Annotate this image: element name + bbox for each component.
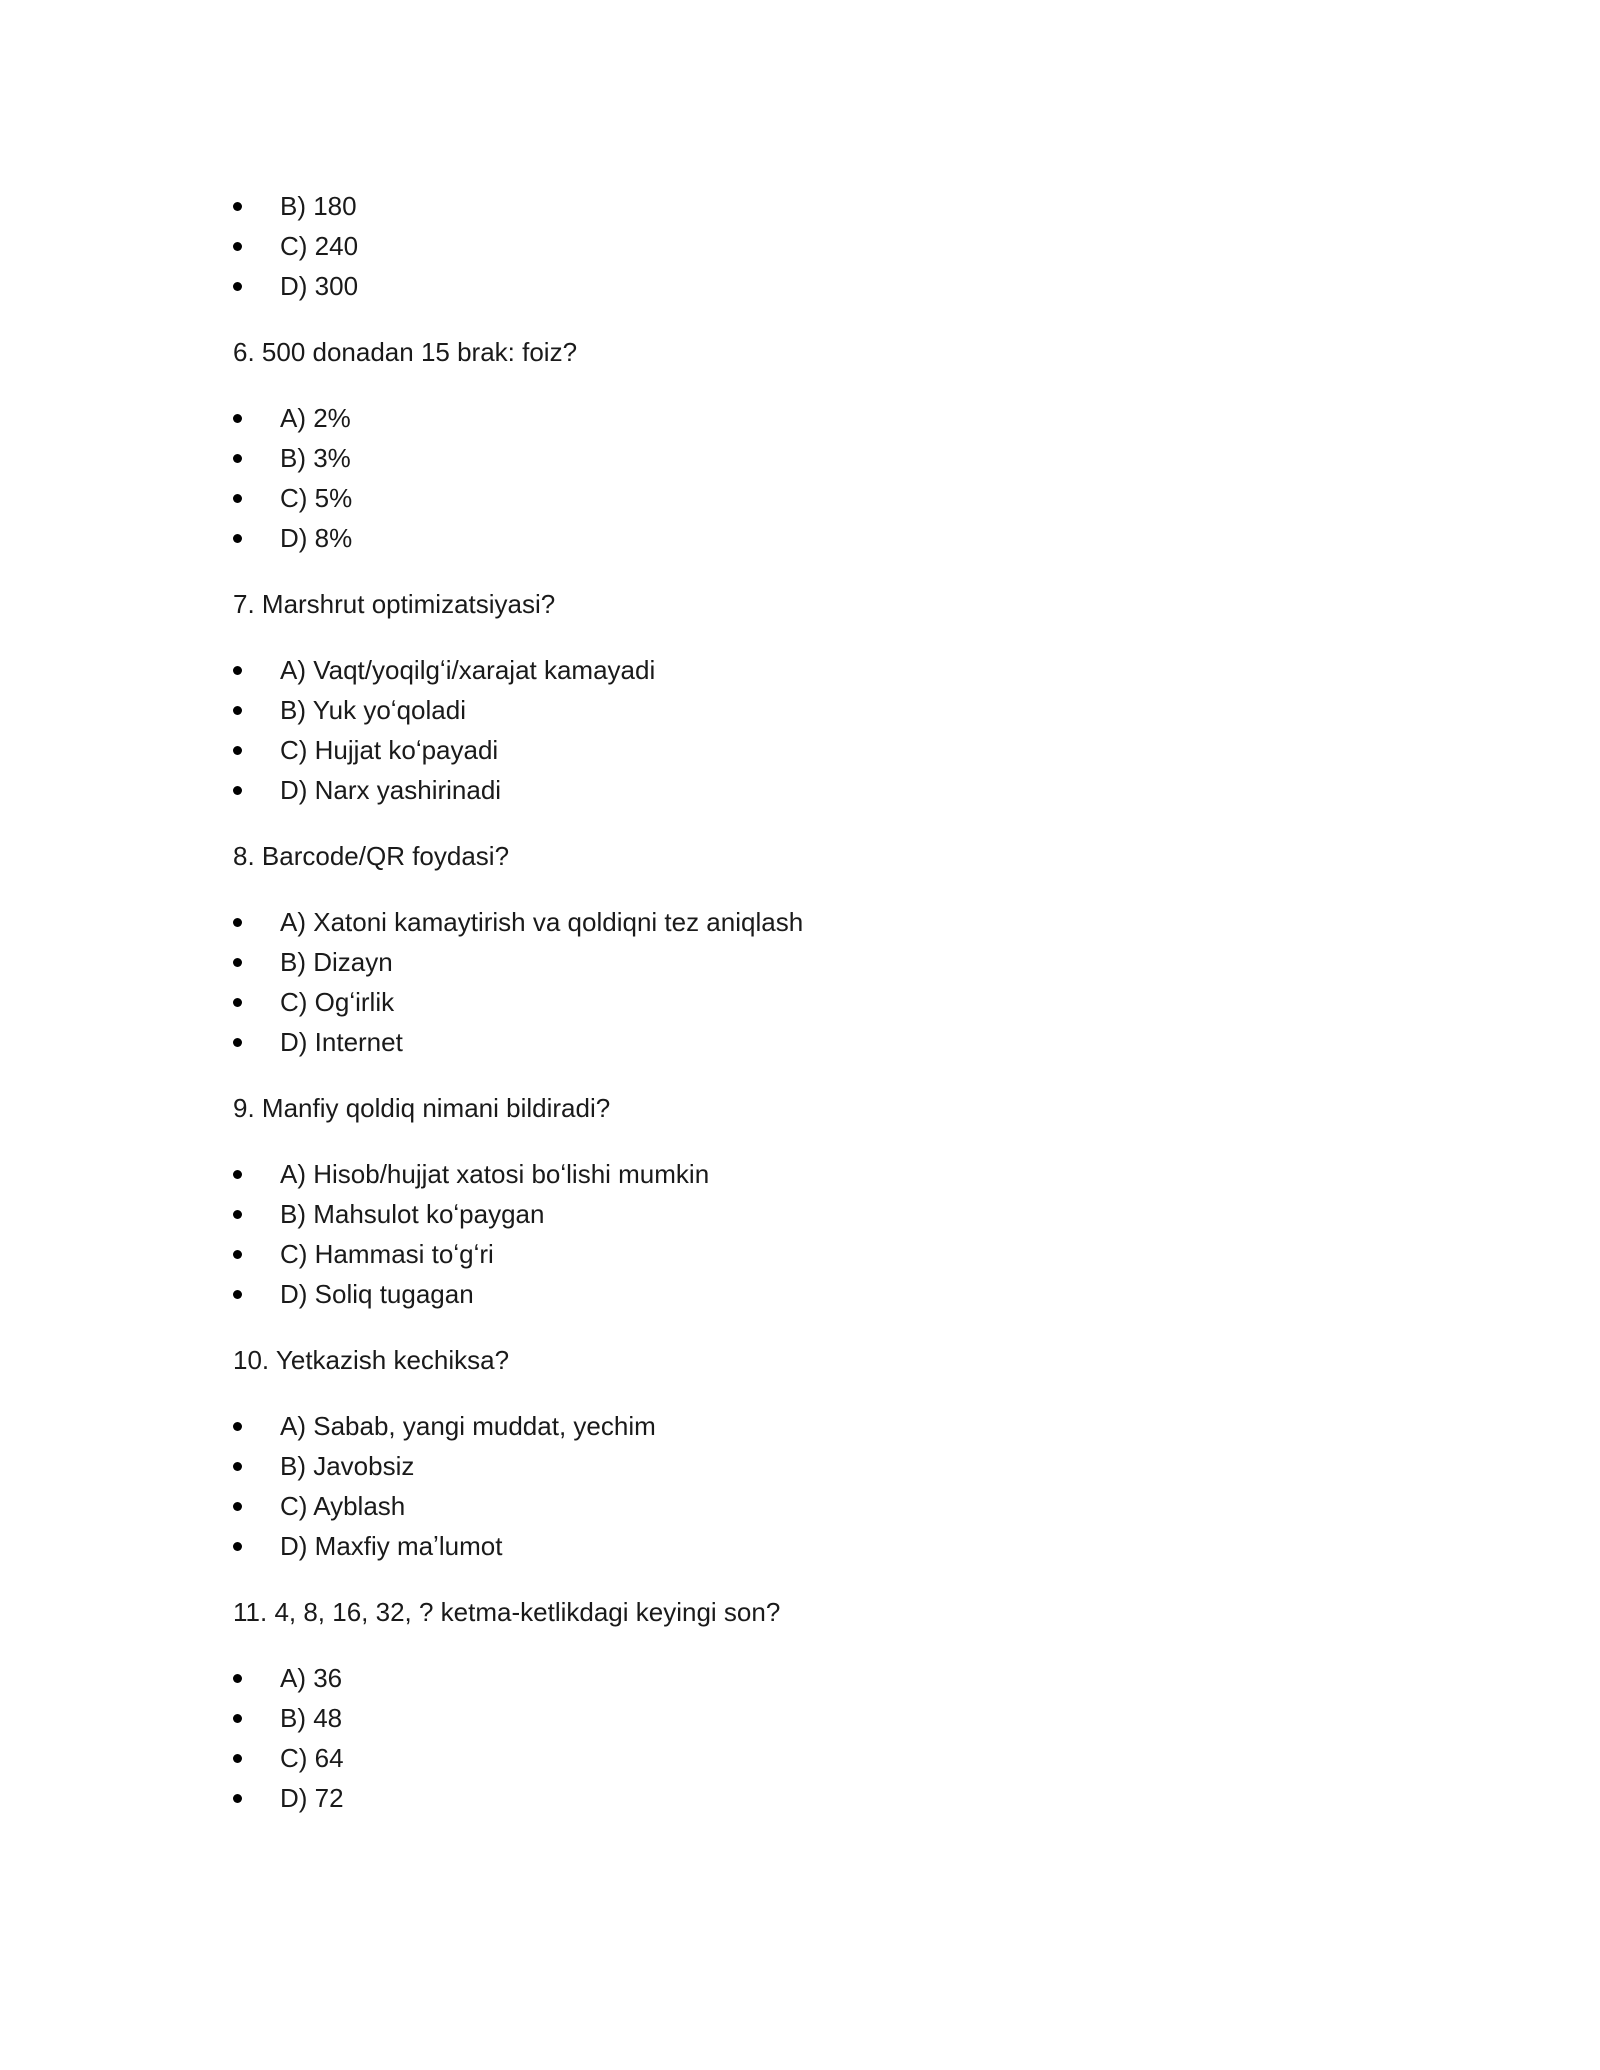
options-list-q5 [233, 186, 1433, 306]
option-text: B) Mahsulot koʻpaygan [280, 1199, 545, 1229]
bullet-icon [233, 786, 242, 795]
option-q6-d [233, 518, 1433, 558]
bullet-icon [233, 1542, 242, 1551]
question-10: 10. Yetkazish kechiksa? [233, 1345, 510, 1375]
option-text: B) 180 [280, 191, 357, 221]
option-q5-c [233, 226, 1433, 266]
option-q5-b [233, 186, 1433, 226]
document-page [233, 186, 1433, 1818]
option-q9-a [233, 1154, 1433, 1194]
bullet-icon [233, 202, 242, 211]
bullet-icon [233, 414, 242, 423]
option-q10-b [233, 1446, 1433, 1486]
bullet-icon [233, 1794, 242, 1803]
option-text: A) Vaqt/yoqilgʻi/xarajat kamayadi [280, 655, 656, 685]
bullet-icon [233, 1754, 242, 1763]
bullet-icon [233, 1170, 242, 1179]
option-text: B) Dizayn [280, 947, 393, 977]
option-q8-c [233, 982, 1433, 1022]
bullet-icon [233, 1714, 242, 1723]
option-text: A) Hisob/hujjat xatosi boʻlishi mumkin [280, 1159, 710, 1189]
bullet-icon [233, 494, 242, 503]
options-list-q9 [233, 1154, 1433, 1314]
option-text: B) 48 [280, 1703, 343, 1733]
option-q8-d [233, 1022, 1433, 1062]
bullet-icon [233, 1210, 242, 1219]
bullet-icon [233, 1422, 242, 1431]
option-text: B) Yuk yoʻqoladi [280, 695, 466, 725]
option-q11-b [233, 1698, 1433, 1738]
option-q7-a [233, 650, 1433, 690]
option-text: C) 240 [280, 231, 359, 261]
option-text: D) Soliq tugagan [280, 1279, 474, 1309]
option-text: D) Narx yashirinadi [280, 775, 502, 805]
bullet-icon [233, 958, 242, 967]
option-q9-c [233, 1234, 1433, 1274]
question-11: 11. 4, 8, 16, 32, ? ketma-ketlikdagi keyingi son? [233, 1597, 781, 1627]
bullet-icon [233, 454, 242, 463]
option-q6-c [233, 478, 1433, 518]
question-8: 8. Barcode/QR foydasi? [233, 841, 510, 871]
option-text: D) 8% [280, 523, 353, 553]
bullet-icon [233, 1674, 242, 1683]
option-text: C) Ayblash [280, 1491, 406, 1521]
option-text: B) Javobsiz [280, 1451, 415, 1481]
option-q9-d [233, 1274, 1433, 1314]
bullet-icon [233, 1038, 242, 1047]
bullet-icon [233, 1502, 242, 1511]
option-q10-c [233, 1486, 1433, 1526]
bullet-icon [233, 666, 242, 675]
option-text: A) Xatoni kamaytirish va qoldiqni tez aniqlash [280, 907, 804, 937]
option-text: D) Internet [280, 1027, 403, 1057]
option-text: A) Sabab, yangi muddat, yechim [280, 1411, 656, 1441]
option-q5-d [233, 266, 1433, 306]
option-q11-c [233, 1738, 1433, 1778]
option-q7-d [233, 770, 1433, 810]
bullet-icon [233, 918, 242, 927]
option-text: B) 3% [280, 443, 351, 473]
question-6: 6. 500 donadan 15 brak: foiz? [233, 337, 578, 367]
option-text: C) 5% [280, 483, 353, 513]
option-text: D) 300 [280, 271, 359, 301]
question-9: 9. Manfiy qoldiq nimani bildiradi? [233, 1093, 611, 1123]
option-text: A) 2% [280, 403, 351, 433]
options-list-q10 [233, 1406, 1433, 1566]
options-list-q8 [233, 902, 1433, 1062]
option-text: C) Ogʻirlik [280, 987, 395, 1017]
option-q9-b [233, 1194, 1433, 1234]
question-7: 7. Marshrut optimizatsiyasi? [233, 589, 556, 619]
option-text: D) 72 [280, 1783, 344, 1813]
option-q7-b [233, 690, 1433, 730]
bullet-icon [233, 1462, 242, 1471]
bullet-icon [233, 746, 242, 755]
bullet-icon [233, 242, 242, 251]
option-q10-d [233, 1526, 1433, 1566]
option-q10-a [233, 1406, 1433, 1446]
bullet-icon [233, 1250, 242, 1259]
option-text: C) Hujjat koʻpayadi [280, 735, 499, 765]
option-q8-b [233, 942, 1433, 982]
options-list-q7 [233, 650, 1433, 810]
option-q11-a [233, 1658, 1433, 1698]
bullet-icon [233, 282, 242, 291]
option-text: C) 64 [280, 1743, 344, 1773]
bullet-icon [233, 534, 242, 543]
option-q8-a [233, 902, 1433, 942]
bullet-icon [233, 998, 242, 1007]
option-q6-a [233, 398, 1433, 438]
option-text: C) Hammasi toʻgʻri [280, 1239, 494, 1269]
options-list-q11 [233, 1658, 1433, 1818]
option-q7-c [233, 730, 1433, 770]
option-text: A) 36 [280, 1663, 343, 1693]
bullet-icon [233, 1290, 242, 1299]
option-q11-d [233, 1778, 1433, 1818]
option-q6-b [233, 438, 1433, 478]
option-text: D) Maxfiy maʼlumot [280, 1531, 503, 1561]
options-list-q6 [233, 398, 1433, 558]
bullet-icon [233, 706, 242, 715]
